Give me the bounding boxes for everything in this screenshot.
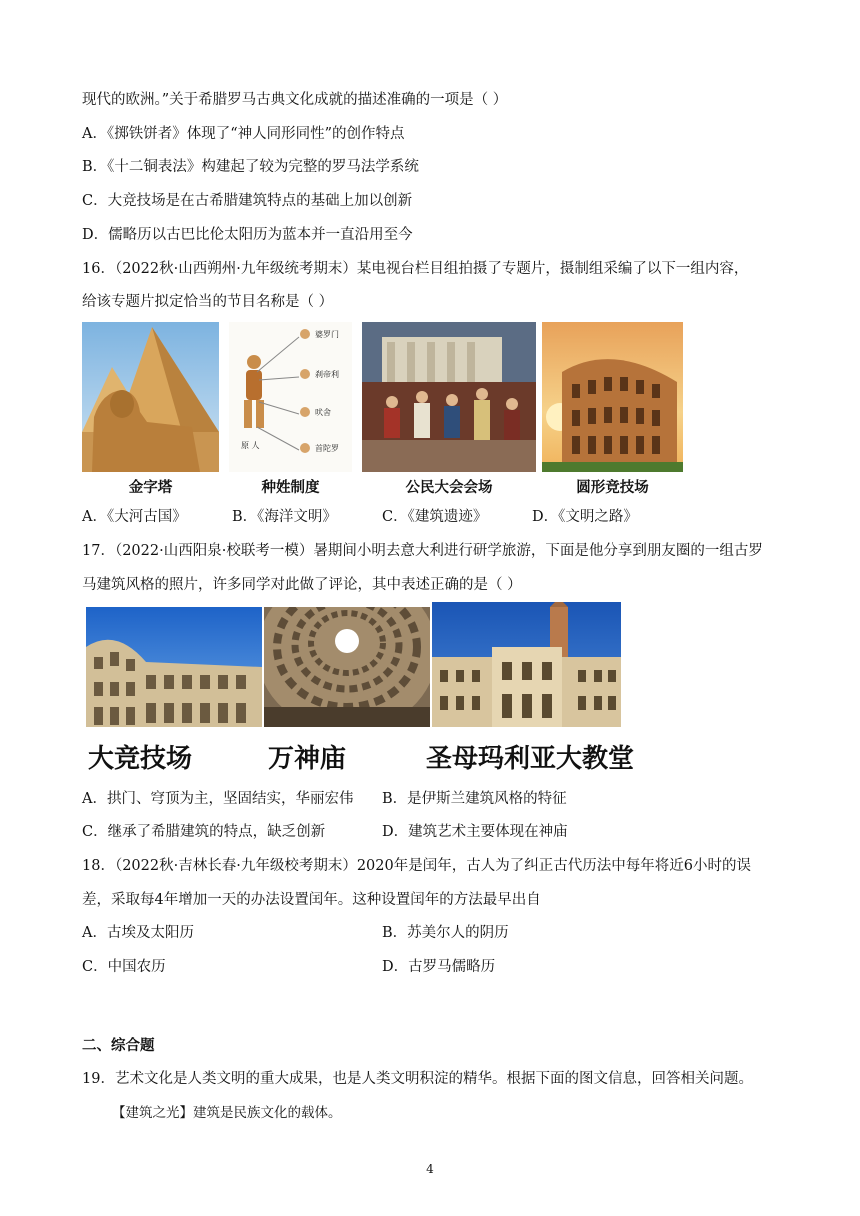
caption-assembly: 公民大会会场 [405, 479, 493, 496]
q15-option-b: B．《十二铜表法》构建起了较为完整的罗马法学系统 [82, 159, 419, 175]
colosseum-photo [86, 607, 262, 727]
colosseum-sunset-photo [542, 322, 683, 472]
q15-option-d: D．儒略历以古巴比伦太阳历为蓝本并一直沿用至今 [82, 227, 413, 243]
caste-origin-label: 原 人 [241, 441, 260, 450]
q17-option-c: C．继承了希腊建筑的特点，缺乏创新 [82, 824, 326, 840]
q19-subheading: 【建筑之光】建筑是民族文化的载体。 [112, 1105, 342, 1121]
q18-option-b: B．苏美尔人的阴历 [382, 925, 509, 941]
q15-stem-tail: 现代的欧洲。”关于希腊罗马古典文化成就的描述准确的一项是（ ） [82, 92, 508, 108]
q17-option-b: B．是伊斯兰建筑风格的特征 [382, 791, 567, 807]
q18-stem-line1: 18．（2022秋·吉林长春·九年级校考期末）2020年是闰年，古人为了纠正古代历法中每年将近6小时的误 [82, 858, 751, 874]
pyramid-sphinx-photo [82, 322, 219, 472]
q16-option-a: A．《大河古国》 [82, 509, 187, 525]
caste-label-shudra: 首陀罗 [315, 444, 339, 453]
q18-stem-line2: 差，采取每4年增加一天的办法设置闰年。这种设置闰年的方法最早出自 [82, 892, 541, 908]
q16-option-b: B．《海洋文明》 [232, 509, 337, 525]
caption-pyramid: 金字塔 [128, 479, 173, 496]
caste-label-brahmin: 婆罗门 [315, 330, 339, 339]
q17-stem-line1: 17．（2022·山西阳泉·校联考一模）暑期间小明去意大利进行研学旅游，下面是他分享到朋友圈的一组古罗 [82, 543, 763, 559]
q17-stem-line2: 马建筑风格的照片，许多同学对此做了评论，其中表述正确的是（ ） [82, 577, 522, 593]
q16-stem-line1: 16．（2022秋·山西朔州·九年级统考期末）某电视台栏目组拍摄了专题片，摄制组采编了以下一组内容， [82, 261, 749, 277]
q17-option-a: A．拱门、穹顶为主，坚固结实，华丽宏伟 [82, 791, 354, 807]
santa-maria-maggiore-photo [432, 602, 621, 727]
caste-label-kshatriya: 刹帝利 [315, 370, 339, 379]
pantheon-dome-photo [264, 607, 430, 727]
q18-option-a: A．古埃及太阳历 [82, 925, 194, 941]
q15-option-a: A．《掷铁饼者》体现了“神人同形同性”的创作特点 [82, 126, 405, 142]
caption-santa-maria: 圣母玛利亚大教堂 [426, 744, 635, 774]
caste-label-vaishya: 吠舍 [315, 408, 331, 417]
page-number: 4 [426, 1162, 434, 1176]
q16-stem-line2: 给该专题片拟定恰当的节目名称是（ ） [82, 294, 334, 310]
caste-system-diagram [229, 322, 352, 472]
q18-option-d: D．古罗马儒略历 [382, 959, 496, 975]
q16-option-c: C．《建筑遗迹》 [382, 509, 488, 525]
q15-option-c: C．大竞技场是在古希腊建筑特点的基础上加以创新 [82, 193, 413, 209]
citizens-assembly-painting [362, 322, 536, 472]
q19-stem: 19．艺术文化是人类文明的重大成果，也是人类文明积淀的精华。根据下面的图文信息，回答相关问题。 [82, 1071, 753, 1087]
caption-colosseum: 圆形竞技场 [576, 479, 649, 496]
section-heading: 二、综合题 [82, 1037, 155, 1054]
q17-option-d: D．建筑艺术主要体现在神庙 [382, 824, 568, 840]
q18-option-c: C．中国农历 [82, 959, 166, 975]
caption-colosseum-big: 大竞技场 [88, 744, 193, 774]
caption-pantheon: 万神庙 [268, 744, 347, 774]
q16-option-d: D．《文明之路》 [532, 509, 638, 525]
caption-caste: 种姓制度 [261, 479, 320, 496]
